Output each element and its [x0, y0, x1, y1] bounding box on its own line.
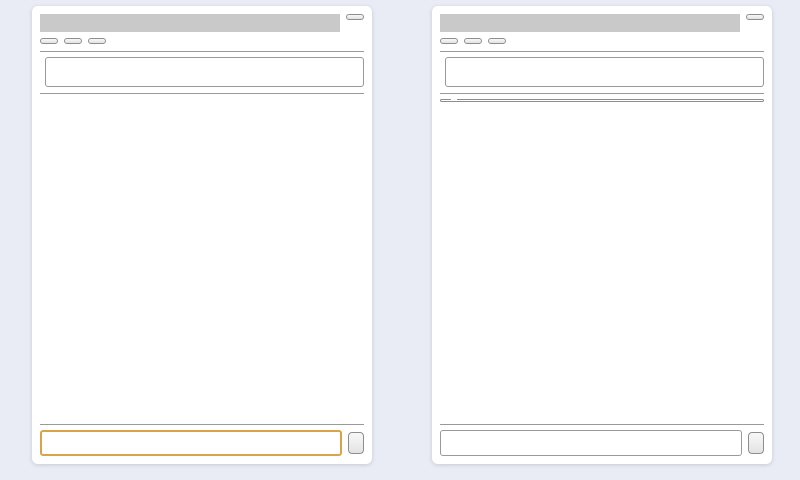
- chat-session-tabs: [440, 38, 764, 44]
- new-chat-button[interactable]: [40, 38, 58, 44]
- app-title: [440, 14, 740, 32]
- session-tab-other[interactable]: [488, 38, 506, 44]
- system-prompt-row: [440, 57, 764, 87]
- api-request-options-fieldset: [440, 99, 764, 102]
- query-row: [40, 430, 364, 456]
- query-input[interactable]: [440, 430, 742, 456]
- session-tab-other[interactable]: [88, 38, 106, 44]
- divider: [40, 51, 364, 52]
- titlebar: [440, 14, 764, 32]
- submit-button[interactable]: [748, 432, 764, 454]
- settings-button[interactable]: [746, 14, 764, 20]
- query-footer: [440, 424, 764, 456]
- new-chat-button[interactable]: [440, 38, 458, 44]
- divider: [40, 93, 364, 94]
- settings-button[interactable]: [346, 14, 364, 20]
- settings-list: [440, 99, 764, 102]
- chat-panel: [32, 6, 372, 464]
- system-prompt-textarea[interactable]: [45, 57, 364, 87]
- session-tab-default[interactable]: [64, 38, 82, 44]
- settings-panel: [432, 6, 772, 464]
- system-prompt-row: [40, 57, 364, 87]
- divider: [440, 51, 764, 52]
- query-input[interactable]: [40, 430, 342, 456]
- system-prompt-textarea[interactable]: [445, 57, 764, 87]
- session-tab-default[interactable]: [464, 38, 482, 44]
- divider: [40, 424, 364, 425]
- divider: [440, 424, 764, 425]
- query-row: [440, 430, 764, 456]
- titlebar: [40, 14, 364, 32]
- submit-button[interactable]: [348, 432, 364, 454]
- query-footer: [40, 424, 364, 456]
- chat-session-tabs: [40, 38, 364, 44]
- app-title: [40, 14, 340, 32]
- divider: [440, 93, 764, 94]
